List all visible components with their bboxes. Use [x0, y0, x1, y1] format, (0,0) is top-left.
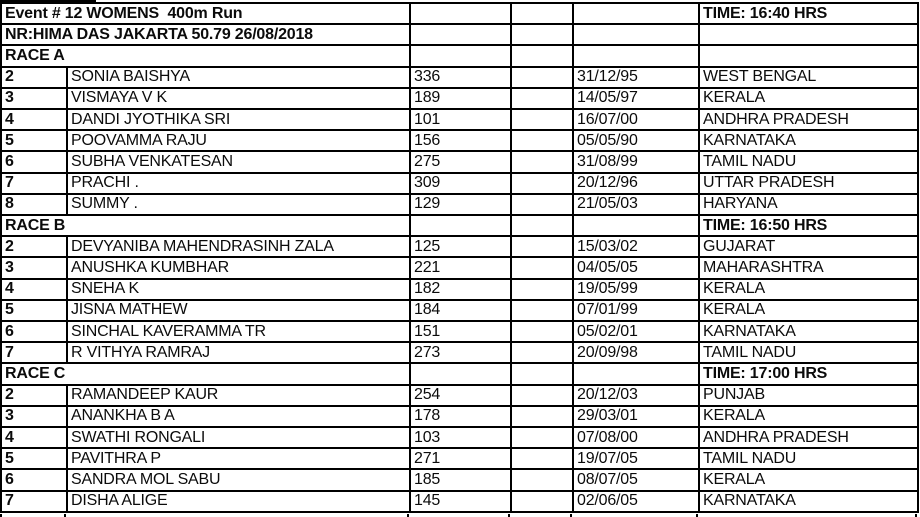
empty-cell	[573, 363, 699, 384]
state-cell: ANDHRA PRADESH	[699, 427, 918, 448]
athlete-row	[1, 194, 918, 215]
athlete-name-cell: DANDI JYOTHIKA SRI	[67, 109, 410, 130]
lane-cell: 7	[1, 173, 67, 194]
bib-number-cell: 189	[410, 88, 511, 109]
birthdate-cell: 07/08/00	[573, 427, 699, 448]
birthdate-cell: 08/07/05	[573, 469, 699, 490]
empty-cell	[699, 24, 918, 45]
empty-cell	[511, 257, 573, 278]
bib-number-cell: 156	[410, 130, 511, 151]
bib-number-cell: 273	[410, 342, 511, 363]
birthdate-cell: 31/08/99	[573, 151, 699, 172]
athlete-row	[1, 109, 918, 130]
birthdate-cell: 31/12/95	[573, 67, 699, 88]
birthdate-cell: 05/02/01	[573, 321, 699, 342]
lane-cell: 7	[1, 342, 67, 363]
empty-cell	[410, 24, 511, 45]
birthdate-cell: 15/03/02	[573, 236, 699, 257]
state-cell: TAMIL NADU	[699, 342, 918, 363]
athlete-name-cell: SANDRA MOL SABU	[67, 469, 410, 490]
athlete-name-cell: ANANKHA B A	[67, 406, 410, 427]
birthdate-cell: 02/06/05	[573, 491, 699, 512]
state-cell: KERALA	[699, 300, 918, 321]
empty-cell	[511, 448, 573, 469]
lane-cell: 4	[1, 279, 67, 300]
bib-number-cell: 178	[410, 406, 511, 427]
lane-cell: 5	[1, 448, 67, 469]
bib-number-cell: 271	[410, 448, 511, 469]
empty-cell	[699, 45, 918, 66]
athlete-row	[1, 491, 918, 512]
bib-number-cell: 145	[410, 491, 511, 512]
lane-cell: 4	[1, 427, 67, 448]
athlete-row	[1, 427, 918, 448]
athlete-row	[1, 67, 918, 88]
race-label: RACE B	[1, 215, 410, 236]
state-cell: KARNATAKA	[699, 321, 918, 342]
birthdate-cell: 19/07/05	[573, 448, 699, 469]
birthdate-cell: 16/07/00	[573, 109, 699, 130]
bib-number-cell: 336	[410, 67, 511, 88]
athlete-name-cell: PRACHI .	[67, 173, 410, 194]
state-cell: KERALA	[699, 279, 918, 300]
state-cell: KARNATAKA	[699, 491, 918, 512]
lane-cell: 2	[1, 236, 67, 257]
empty-cell	[511, 363, 573, 384]
athlete-row	[1, 88, 918, 109]
athlete-row	[1, 448, 918, 469]
athlete-name-cell: SINCHAL KAVERAMMA TR	[67, 321, 410, 342]
athlete-row	[1, 236, 918, 257]
start-list-body	[1, 3, 918, 512]
bib-number-cell: 151	[410, 321, 511, 342]
athlete-row	[1, 279, 918, 300]
lane-cell: 8	[1, 194, 67, 215]
lane-cell: 6	[1, 321, 67, 342]
lane-cell: 5	[1, 300, 67, 321]
state-cell: ANDHRA PRADESH	[699, 109, 918, 130]
lane-cell: 6	[1, 469, 67, 490]
empty-cell	[410, 45, 511, 66]
empty-cell	[573, 45, 699, 66]
state-cell: KERALA	[699, 406, 918, 427]
athlete-row	[1, 300, 918, 321]
state-cell: HARYANA	[699, 194, 918, 215]
lane-cell: 3	[1, 257, 67, 278]
athlete-row	[1, 469, 918, 490]
athlete-name-cell: DEVYANIBA MAHENDRASINH ZALA	[67, 236, 410, 257]
empty-cell	[511, 215, 573, 236]
state-cell: MAHARASHTRA	[699, 257, 918, 278]
empty-cell	[511, 130, 573, 151]
bib-number-cell: 125	[410, 236, 511, 257]
state-cell: WEST BENGAL	[699, 67, 918, 88]
empty-cell	[511, 194, 573, 215]
race-time-label: TIME: 16:50 HRS	[699, 215, 918, 236]
lane-cell: 2	[1, 385, 67, 406]
state-cell: PUNJAB	[699, 385, 918, 406]
athlete-name-cell: SWATHI RONGALI	[67, 427, 410, 448]
start-list-table	[0, 2, 919, 513]
athlete-name-cell: SNEHA K	[67, 279, 410, 300]
state-cell: TAMIL NADU	[699, 151, 918, 172]
empty-cell	[511, 385, 573, 406]
lane-cell: 3	[1, 88, 67, 109]
empty-cell	[573, 215, 699, 236]
state-cell: TAMIL NADU	[699, 448, 918, 469]
empty-cell	[511, 342, 573, 363]
empty-cell	[511, 321, 573, 342]
event-header-row	[1, 3, 918, 24]
bib-number-cell: 185	[410, 469, 511, 490]
athlete-row	[1, 342, 918, 363]
athlete-row	[1, 173, 918, 194]
lane-cell: 3	[1, 406, 67, 427]
state-cell: GUJARAT	[699, 236, 918, 257]
bib-number-cell: 101	[410, 109, 511, 130]
state-cell: KERALA	[699, 88, 918, 109]
birthdate-cell: 19/05/99	[573, 279, 699, 300]
birthdate-cell: 07/01/99	[573, 300, 699, 321]
birthdate-cell: 14/05/97	[573, 88, 699, 109]
athlete-row	[1, 151, 918, 172]
empty-cell	[511, 173, 573, 194]
race-label: RACE A	[1, 45, 410, 66]
race-a-time-label: TIME: 16:40 HRS	[699, 3, 918, 24]
empty-cell	[511, 67, 573, 88]
empty-cell	[573, 3, 699, 24]
lane-cell: 2	[1, 67, 67, 88]
race-header-row	[1, 45, 918, 66]
lane-cell: 6	[1, 151, 67, 172]
empty-cell	[511, 24, 573, 45]
race-time-label: TIME: 17:00 HRS	[699, 363, 918, 384]
athlete-name-cell: ANUSHKA KUMBHAR	[67, 257, 410, 278]
empty-cell	[410, 3, 511, 24]
empty-cell	[511, 88, 573, 109]
bib-number-cell: 103	[410, 427, 511, 448]
birthdate-cell: 20/12/96	[573, 173, 699, 194]
athlete-row	[1, 130, 918, 151]
lane-cell: 5	[1, 130, 67, 151]
empty-cell	[511, 151, 573, 172]
birthdate-cell: 20/09/98	[573, 342, 699, 363]
athlete-row	[1, 406, 918, 427]
athlete-name-cell: DISHA ALIGE	[67, 491, 410, 512]
athlete-name-cell: SONIA BAISHYA	[67, 67, 410, 88]
athlete-name-cell: POOVAMMA RAJU	[67, 130, 410, 151]
empty-cell	[410, 363, 511, 384]
empty-cell	[511, 3, 573, 24]
bib-number-cell: 275	[410, 151, 511, 172]
athlete-row	[1, 257, 918, 278]
birthdate-cell: 20/12/03	[573, 385, 699, 406]
bib-number-cell: 309	[410, 173, 511, 194]
empty-cell	[511, 469, 573, 490]
empty-cell	[511, 300, 573, 321]
birthdate-cell: 29/03/01	[573, 406, 699, 427]
state-cell: KARNATAKA	[699, 130, 918, 151]
empty-cell	[573, 24, 699, 45]
empty-cell	[410, 215, 511, 236]
empty-cell	[511, 109, 573, 130]
race-header-row	[1, 215, 918, 236]
bib-number-cell: 254	[410, 385, 511, 406]
race-header-row	[1, 363, 918, 384]
birthdate-cell: 21/05/03	[573, 194, 699, 215]
bib-number-cell: 184	[410, 300, 511, 321]
athlete-name-cell: RAMANDEEP KAUR	[67, 385, 410, 406]
athlete-name-cell: R VITHYA RAMRAJ	[67, 342, 410, 363]
bib-number-cell: 182	[410, 279, 511, 300]
event-title: Event # 12 WOMENS 400m Run	[1, 3, 410, 24]
bib-number-cell: 221	[410, 257, 511, 278]
national-record-row	[1, 24, 918, 45]
bib-number-cell: 129	[410, 194, 511, 215]
athlete-name-cell: JISNA MATHEW	[67, 300, 410, 321]
athlete-name-cell: SUMMY .	[67, 194, 410, 215]
athlete-name-cell: SUBHA VENKATESAN	[67, 151, 410, 172]
state-cell: KERALA	[699, 469, 918, 490]
athlete-name-cell: PAVITHRA P	[67, 448, 410, 469]
birthdate-cell: 04/05/05	[573, 257, 699, 278]
lane-cell: 7	[1, 491, 67, 512]
empty-cell	[511, 236, 573, 257]
race-label: RACE C	[1, 363, 410, 384]
birthdate-cell: 05/05/90	[573, 130, 699, 151]
national-record-line: NR:HIMA DAS JAKARTA 50.79 26/08/2018	[1, 24, 410, 45]
state-cell: UTTAR PRADESH	[699, 173, 918, 194]
empty-cell	[511, 45, 573, 66]
empty-cell	[511, 427, 573, 448]
empty-cell	[511, 491, 573, 512]
empty-cell	[511, 279, 573, 300]
athlete-row	[1, 321, 918, 342]
athlete-name-cell: VISMAYA V K	[67, 88, 410, 109]
empty-cell	[511, 406, 573, 427]
lane-cell: 4	[1, 109, 67, 130]
athlete-row	[1, 385, 918, 406]
